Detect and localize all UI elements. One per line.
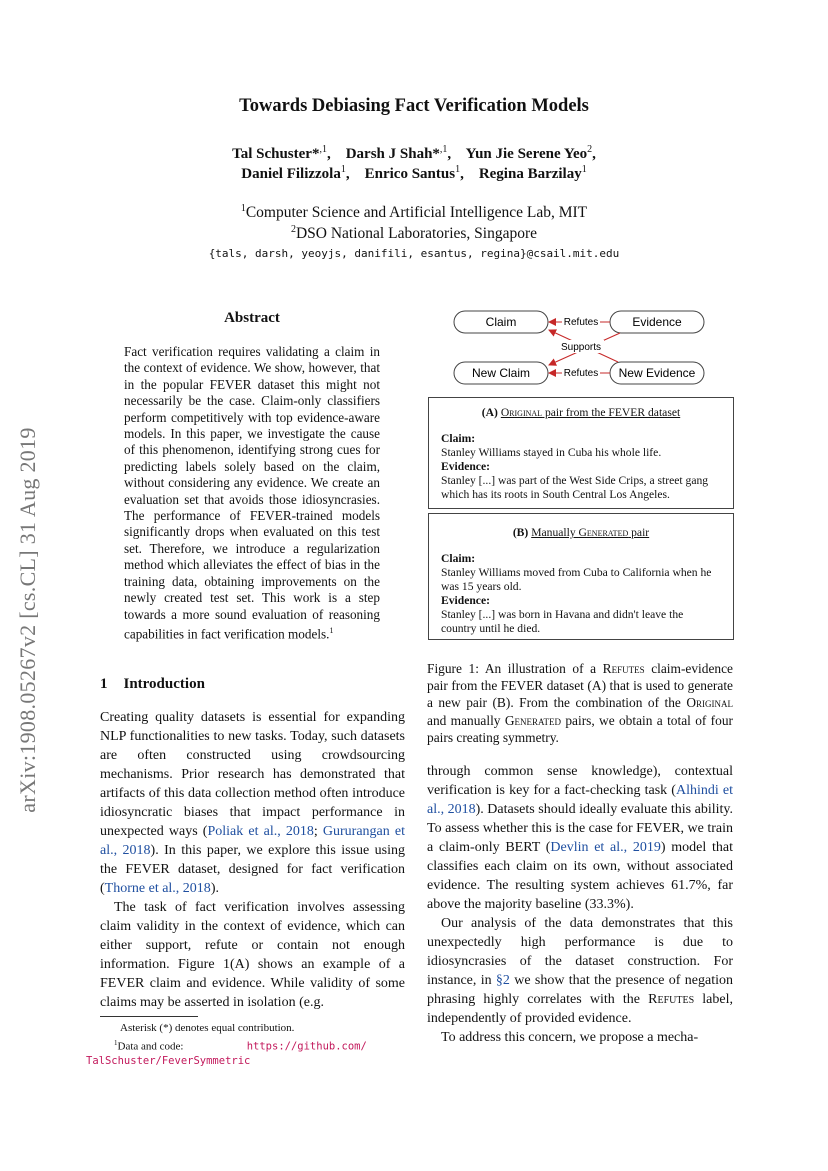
- author-name: Regina Barzilay: [478, 166, 582, 182]
- figure-1-caption: Figure 1: An illustration of a Refutes claim-evidence pair from the FEVER dataset (A) that is used to generate a new pair (B). From the combination of the Original and manually Generated pairs, we obtain a total of four pairs creating symmetry.: [427, 661, 733, 745]
- refutes-label-bottom: Refutes: [563, 368, 599, 379]
- author-line-1: Tal Schuster*$^{,1}$, Darsh J Shah*$^{,1}$, Yun Jie Serene Yeo$^2$,: [232, 144, 596, 162]
- panel-original-pair: [428, 397, 734, 509]
- panel-a-claim: Stanley Williams stayed in Cuba his whole life.: [441, 446, 662, 459]
- citation-link[interactable]: Poliak et al., 2018: [207, 824, 314, 839]
- panel-a-evidence: Stanley [...] was part of the West Side Crips, a street gang which has its roots in South Central Los Angeles.: [441, 474, 709, 501]
- abstract-body: Fact verification requires validating a claim in the context of evidence. We show, however, that in the popular FEVER dataset this might not necessarily be the case. Claim-only classifiers perform competitively with top evidence-aware models. In this paper, we investigate the cause of this phenomenon, identifying strong cues for predicting labels solely based on the claim, without considering any evidence. We create an evaluation set that avoids those idiosyncrasies. The performance of FEVER-trained models significantly drops when evaluated on this test set. Therefore, we introduce a regularization method which alleviates the effect of bias in the training data, obtaining improvements on the newly created test set. This work is a step towards a more sound evaluation of reasoning capabilities in fact verification models.$^1$: [124, 344, 380, 642]
- panel-a-claim-label: Claim:: [441, 432, 476, 445]
- new-claim-node-label: New Claim: [471, 366, 531, 380]
- symmetry-diagram: [450, 304, 714, 392]
- panel-a-title: (A) Original pair from the FEVER dataset: [481, 406, 681, 419]
- intro-paragraph-2: The task of fact verification involves assessing claim validity in the context of evidence, which can either support, refute or contain not enough information. Figure 1(A) shows an example of a FEVER claim and evidence. While validity of some claims may be asserted in isolation (e.g.: [100, 900, 405, 1010]
- panel-b-evidence-label: Evidence:: [441, 594, 490, 607]
- paper-title: Towards Debiasing Fact Verification Models: [239, 96, 589, 116]
- new-evidence-node-label: New Evidence: [618, 366, 696, 380]
- panel-generated-pair: [428, 513, 734, 640]
- author-name: Tal Schuster*: [232, 146, 320, 162]
- footnote-mark[interactable]: 1: [329, 625, 334, 635]
- right-column-body: [427, 762, 733, 1047]
- section-heading-introduction: 1 Introduction: [100, 676, 205, 692]
- footnote-1: $^1$Data and code: https://github.com/ TalSchuster/FeverSymmetric: [86, 1039, 367, 1067]
- citation-link[interactable]: Devlin et al., 2019: [550, 840, 661, 855]
- panel-b-evidence: Stanley [...] was born in Havana and didn't leave the country until he died.: [441, 608, 684, 635]
- affiliation-1: $^1$Computer Science and Artificial Intelligence Lab, MIT: [240, 203, 588, 222]
- code-url-link[interactable]: TalSchuster/FeverSymmetric: [86, 1054, 251, 1067]
- footnote-rule: [100, 1016, 198, 1017]
- arxiv-id: arXiv:1908.05267v2 [cs.CL] 31 Aug 2019: [15, 427, 40, 813]
- section-link[interactable]: §2: [495, 973, 510, 988]
- author-name: Daniel Filizzola: [241, 166, 341, 182]
- abstract-heading: Abstract: [224, 310, 280, 326]
- claim-node-label: Claim: [485, 315, 517, 329]
- panel-b-title: (B) Manually Generated pair: [512, 526, 650, 539]
- right-paragraph-2: Our analysis of the data demonstrates that this unexpectedly high performance is due to idiosyncrasies of the dataset construction. For instance, in §2 we show that the presence of negation phrasing highly correlates with the Refutes label, independently of provided evidence.: [427, 916, 733, 1026]
- panel-a-evidence-label: Evidence:: [441, 460, 490, 473]
- author-line-2: Daniel Filizzola$^1$, Enrico Santus$^1$, Regina Barzilay$^1$: [241, 164, 587, 182]
- evidence-node-label: Evidence: [632, 315, 682, 329]
- footnote-asterisk: Asterisk (*) denotes equal contribution.: [120, 1022, 295, 1034]
- citation-link[interactable]: Alhindi et al., 2018: [427, 783, 733, 817]
- citation-link[interactable]: Gururangan et al., 2018: [100, 824, 405, 858]
- author-name: Darsh J Shah*: [345, 146, 440, 162]
- affiliation-2: $^2$DSO National Laboratories, Singapore: [290, 224, 538, 243]
- panel-b-claim: Stanley Williams moved from Cuba to California when he was 15 years old.: [441, 566, 712, 593]
- panel-b-claim-label: Claim:: [441, 552, 476, 565]
- supports-label: Supports: [560, 342, 602, 353]
- author-name: Yun Jie Serene Yeo: [465, 146, 588, 162]
- author-name: Enrico Santus: [364, 166, 456, 182]
- citation-link[interactable]: Thorne et al., 2018: [104, 881, 211, 896]
- author-emails: {tals, darsh, yeoyjs, danifili, esantus, regina}@csail.mit.edu: [208, 247, 620, 260]
- arxiv-sidebar: [8, 360, 48, 880]
- intro-body: [100, 708, 405, 1012]
- right-paragraph-3: To address this concern, we propose a mecha-: [441, 1030, 699, 1045]
- intro-paragraph-1: Creating quality datasets is essential for expanding NLP functionalities to new tasks. Today, such datasets are often constructed using crowdsourcing mechanisms. Prior research has demonstrated that artifacts of this data collection method often introduce idiosyncratic biases that impact performance in unexpected ways (Poliak et al., 2018; Gururangan et al., 2018). In this paper, we explore this issue using the FEVER dataset, designed for fact verification (Thorne et al., 2018).: [100, 710, 405, 896]
- refutes-label-top: Refutes: [563, 317, 599, 328]
- code-url-link[interactable]: https://github.com/: [246, 1040, 367, 1053]
- right-paragraph-1: through common sense knowledge), contextual verification is key for a fact-checking task (Alhindi et al., 2018). Datasets should ideally evaluate this ability. To assess whether this is the case for FEVER, we train a claim-only BERT (Devlin et al., 2019) model that classifies each claim on its own, without associated evidence. The resulting system achieves 61.7%, far above the majority baseline (33.3%).: [427, 764, 733, 912]
